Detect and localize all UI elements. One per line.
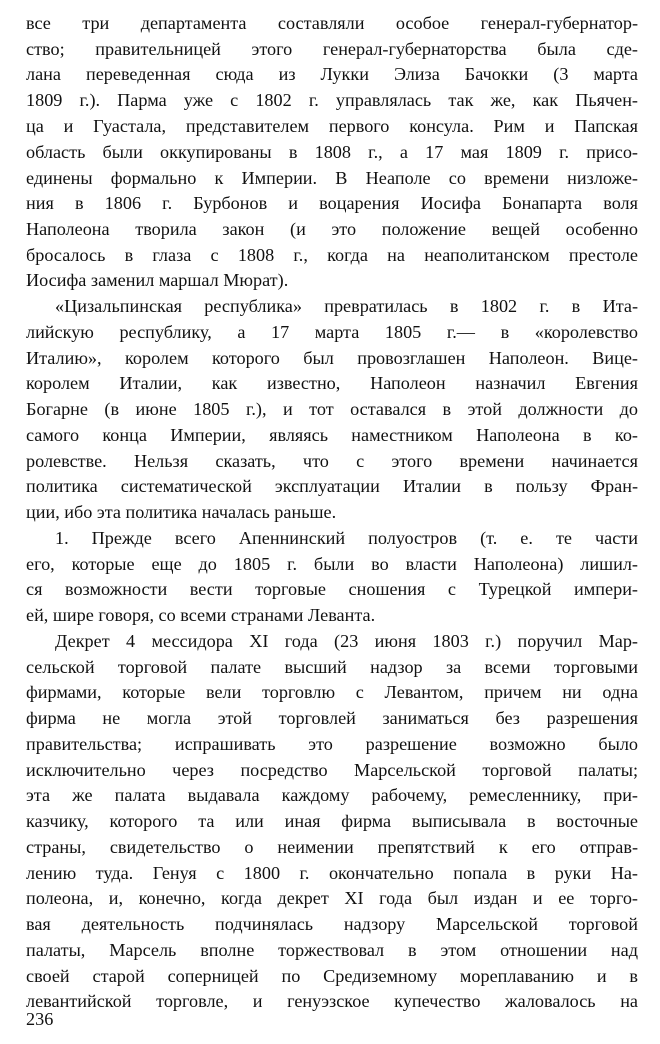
text-line: Италию», королем которого был провозглашен Наполеон. Вице- bbox=[26, 348, 638, 368]
text-line: казчику, которого та или иная фирма выписывала в восточные bbox=[26, 811, 638, 831]
text-line: королем Италии, как известно, Наполеон назначил Евгения bbox=[26, 373, 638, 393]
text-line: единены формально к Империи. В Неаполе со времени низложе- bbox=[26, 168, 638, 188]
text-line: ния в 1806 г. Бурбонов и воцарения Иосифа Бонапарта воля bbox=[26, 193, 638, 213]
text-line: сельской торговой палате высший надзор за всеми торговыми bbox=[26, 657, 638, 677]
text-line: бросалось в глаза с 1808 г., когда на неаполитанском престоле bbox=[26, 245, 638, 265]
text-line: левантийской торговле, и генуэзское купечество жаловалось на bbox=[26, 991, 638, 1011]
text-line: фирмами, которые вели торговлю с Левантом, причем ни одна bbox=[26, 682, 638, 702]
page-number: 236 bbox=[26, 1009, 54, 1029]
paragraph-first-line: «Цизальпинская республика» превратилась в 1802 г. в Ита- bbox=[55, 296, 638, 316]
text-line: Иосифа заменил маршал Мюрат). bbox=[26, 270, 289, 290]
text-line: его, которые еще до 1805 г. были во власти Наполеона) лишил- bbox=[26, 554, 638, 574]
text-line: лийскую республику, а 17 марта 1805 г.— в «королевство bbox=[26, 322, 638, 342]
text-line: ролевстве. Нельзя сказать, что с этого времени начинается bbox=[26, 451, 638, 471]
text-line: исключительно через посредство Марсельской торговой палаты; bbox=[26, 760, 638, 780]
text-line: Наполеона творила закон (и это положение вещей особенно bbox=[26, 219, 638, 239]
text-line: политика систематической эксплуатации Италии в пользу Фран- bbox=[26, 476, 638, 496]
text-line: все три департамента составляли особое генерал-губернатор- bbox=[26, 13, 638, 33]
text-line: страны, свидетельство о неимении препятствий к его отправ- bbox=[26, 837, 638, 857]
text-line: ся возможности вести торговые сношения с Турецкой импери- bbox=[26, 579, 638, 599]
text-line: правительства; испрашивать это разрешение возможно было bbox=[26, 734, 638, 754]
text-line: эта же палата выдавала каждому рабочему, ремесленнику, при- bbox=[26, 785, 638, 805]
text-line: Богарне (в июне 1805 г.), и тот оставался в этой должности до bbox=[26, 399, 638, 419]
text-line: лана переведенная сюда из Лукки Элиза Бачокки (3 марта bbox=[26, 64, 638, 84]
text-line: 1809 г.). Парма уже с 1802 г. управлялась так же, как Пьячен- bbox=[26, 90, 638, 110]
paragraph-first-line: 1. Прежде всего Апеннинский полуостров (т. е. те части bbox=[55, 528, 638, 548]
paragraph-first-line: Декрет 4 мессидора XI года (23 июня 1803 г.) поручил Мар- bbox=[55, 631, 638, 651]
text-line: самого конца Империи, являясь наместником Наполеона в ко- bbox=[26, 425, 638, 445]
text-line: ство; правительницей этого генерал-губернаторства была сде- bbox=[26, 39, 638, 59]
text-line: ции, ибо эта политика началась раньше. bbox=[26, 502, 337, 522]
text-line: фирма не могла этой торговлей заниматься без разрешения bbox=[26, 708, 638, 728]
text-line: ей, шире говоря, со всеми странами Леванта. bbox=[26, 605, 376, 625]
text-line: своей старой соперницей по Средиземному мореплаванию и в bbox=[26, 966, 638, 986]
text-line: вая деятельность подчинялась надзору Марсельской торговой bbox=[26, 914, 638, 934]
text-line: область были оккупированы в 1808 г., а 17 мая 1809 г. присо- bbox=[26, 142, 638, 162]
text-line: палаты, Марсель вполне торжествовал в этом отношении над bbox=[26, 940, 638, 960]
text-line: ца и Гуастала, представителем первого консула. Рим и Папская bbox=[26, 116, 638, 136]
text-line: лению туда. Генуя с 1800 г. окончательно попала в руки На- bbox=[26, 863, 638, 883]
text-line: полеона, и, конечно, когда декрет XI года был издан и ее торго- bbox=[26, 888, 638, 908]
